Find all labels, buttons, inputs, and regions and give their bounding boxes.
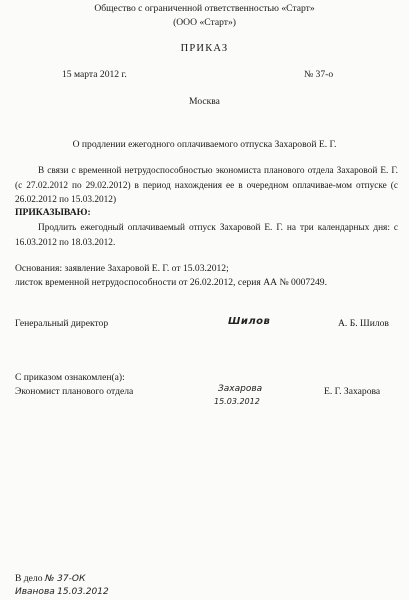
acquainted-label: С приказом ознакомлен(а): [15,372,125,383]
organization-name: Общество с ограниченной ответственностью «Старт» [94,3,315,14]
employee-name: Е. Г. Захарова [324,386,381,397]
order-directive-body: Продлить ежегодный оплачиваемый отпуск Захаровой Е. Г. на три календарных дня: с 16.03.2012 по 18.03.2012. [15,223,398,248]
city-name: Москва [189,96,220,107]
file-label: В дело [15,573,43,584]
order-number: № 37-о [304,69,334,80]
clerk-date: 15.03.2012 [57,587,109,597]
file-note [15,573,85,585]
employee-signature: Захарова [218,384,263,394]
clerk-signature: Иванова [15,587,55,597]
director-signature: Шилов [228,316,271,327]
basis-line-1: Основания: заявление Захаровой Е. Г. от 15.03.2012; [15,263,229,274]
director-position: Генеральный директор [15,318,109,329]
director-name: А. Б. Шилов [338,318,389,329]
organization-short-name: (ООО «Старт») [173,17,236,28]
order-preamble: В связи с временной нетрудоспособностью экономиста планового отдела Захаровой Е. Г. (с 27.02.2012 по 29.02.2012) в период нахождения ее в очередном оплачивае-мом отпуске (с 26.02.2012 по 15.03.2012) [15,166,398,205]
order-directive: ПРИКАЗЫВАЮ: [15,207,91,218]
order-subject: О продлении ежегодного оплачиваемого отпуска Захаровой Е. Г. [72,139,337,150]
file-number: № 37-ОК [44,574,86,584]
basis-line-2: листок временной нетрудоспособности от 26.02.2012, серия АА № 0007249. [15,277,328,288]
document-type-title: ПРИКАЗ [180,43,229,54]
employee-position: Экономист планового отдела [15,386,134,397]
clerk-note [15,586,109,598]
order-date: 15 марта 2012 г. [62,69,127,80]
employee-signature-date: 15.03.2012 [214,397,260,406]
